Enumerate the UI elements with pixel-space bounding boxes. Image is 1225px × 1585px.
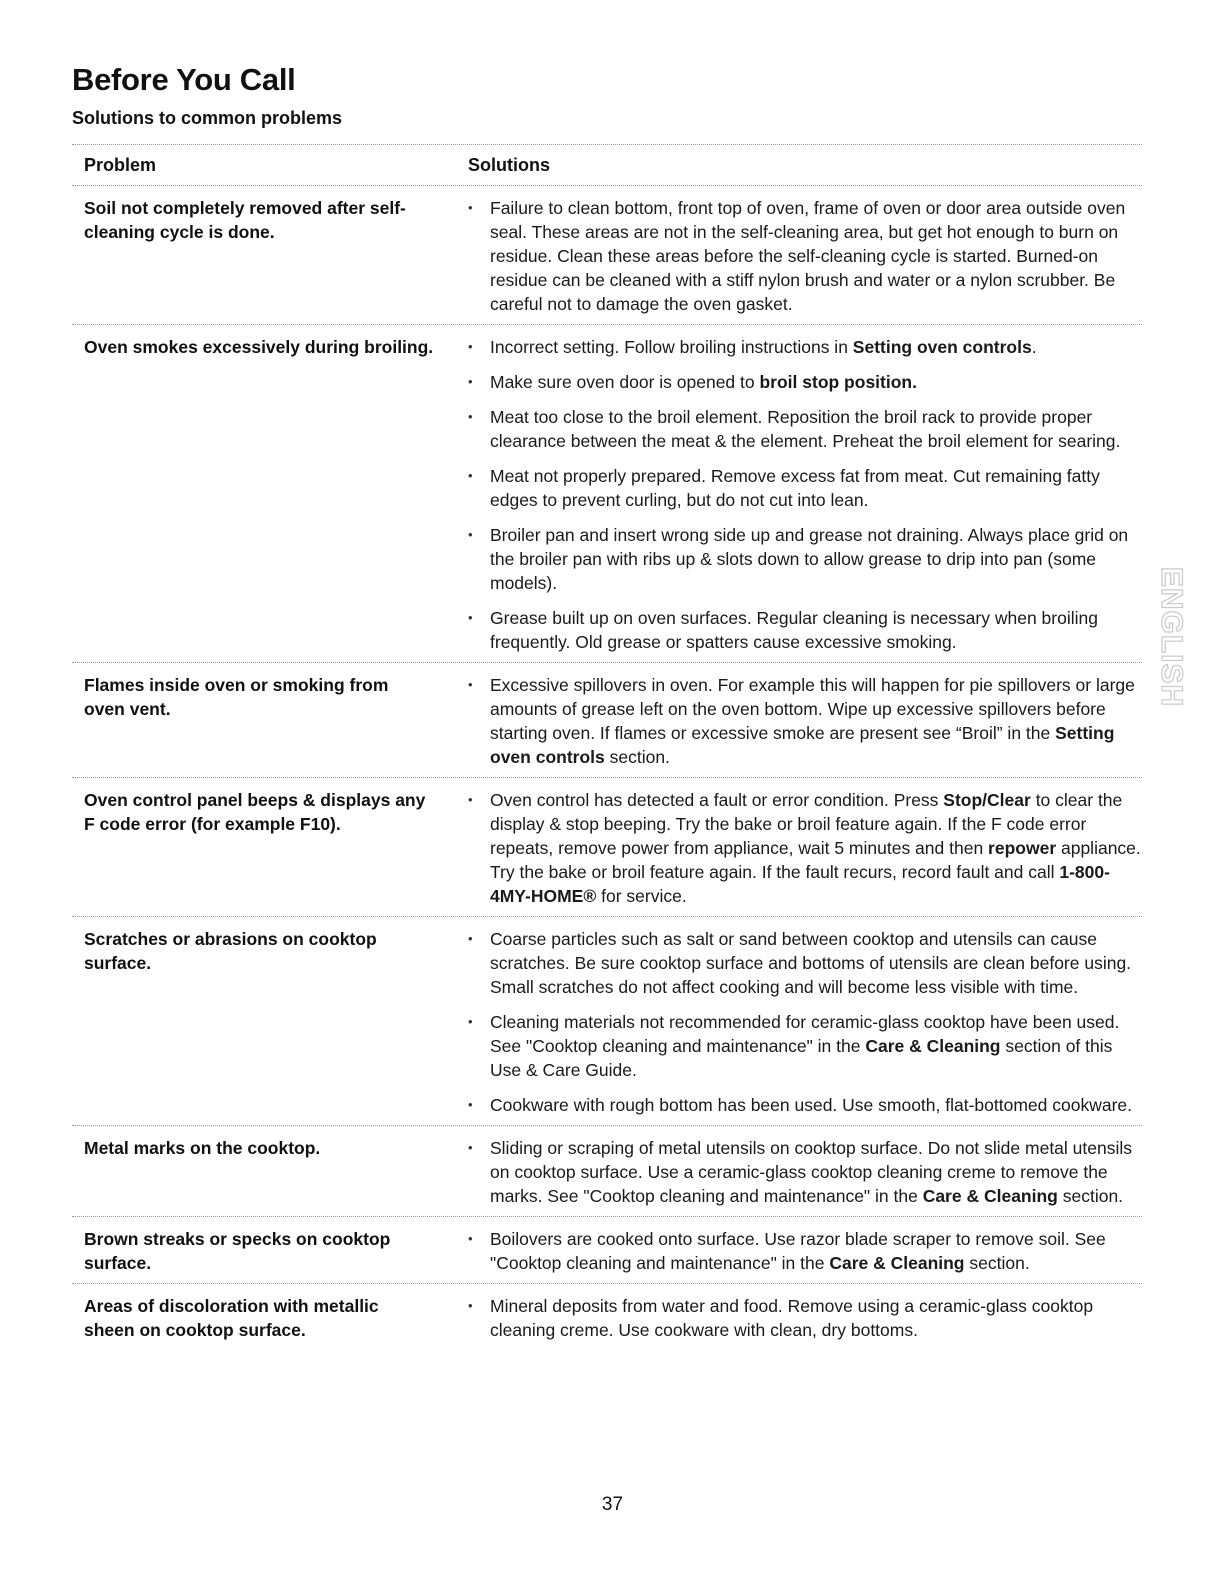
bullet-icon: •	[468, 1231, 473, 1246]
solution-item	[454, 335, 1142, 359]
table-row	[72, 186, 1142, 325]
solution-emphasis: Care & Cleaning	[829, 1253, 965, 1273]
solution-text: Grease built up on oven surfaces. Regular cleaning is necessary when broiling frequently. Old grease or spatters cause excessive smoking.	[490, 608, 1098, 652]
bullet-icon: •	[468, 1097, 473, 1112]
bullet-icon: •	[468, 409, 473, 424]
solution-text: Sliding or scraping of metal utensils on cooktop surface. Do not slide metal utensils on cooktop surface. Use a ceramic-glass cooktop cleaning creme to remove the marks. See "Cooktop cleaning and maintenance" in the	[490, 1138, 1132, 1206]
solution-text: Mineral deposits from water and food. Remove using a ceramic-glass cooktop cleaning creme. Use cookware with clean, dry bottoms.	[490, 1296, 1094, 1340]
bullet-icon: •	[468, 610, 473, 625]
table-body	[72, 186, 1142, 1350]
solution-emphasis: Stop/Clear	[943, 790, 1031, 810]
solutions-cell	[454, 1227, 1142, 1275]
solution-text: Meat not properly prepared. Remove excess fat from meat. Cut remaining fatty edges to prevent curling, but do not cut into lean.	[490, 466, 1100, 510]
solution-text: Failure to clean bottom, front top of oven, frame of oven or door area outside oven seal. These areas are not in the self-cleaning area, but get hot enough to burn on residue. Clean these areas before the self-cleaning cycle is started. Burned-on residue can be cleaned with a stiff nylon brush and water or a nylon scrubber. Be careful not to damage the oven gasket.	[490, 198, 1126, 314]
language-side-tab-label: ENGLISH	[1155, 566, 1189, 708]
solution-item	[454, 1294, 1142, 1342]
solution-text: Oven control has detected a fault or error condition. Press	[490, 790, 944, 810]
problem-cell: Flames inside oven or smoking from oven vent.	[84, 675, 389, 719]
solutions-cell	[454, 335, 1142, 654]
solution-item	[454, 1010, 1142, 1082]
solution-emphasis: Care & Cleaning	[865, 1036, 1001, 1056]
table-row	[72, 325, 1142, 663]
table-row	[72, 917, 1142, 1126]
solution-item	[454, 788, 1142, 908]
bullet-icon: •	[468, 677, 473, 692]
page-number: 37	[601, 1494, 624, 1515]
header-solutions: Solutions	[468, 154, 550, 175]
solution-emphasis: Setting oven controls	[490, 723, 1115, 767]
problem-cell: Brown streaks or specks on cooktop surface.	[84, 1229, 391, 1273]
bullet-icon: •	[468, 374, 473, 389]
problem-cell: Metal marks on the cooktop.	[84, 1138, 321, 1158]
solution-emphasis: 1-800-4MY-HOME®	[490, 862, 1110, 906]
solutions-cell	[454, 788, 1142, 908]
solution-text: section.	[964, 1253, 1030, 1273]
solution-item	[454, 405, 1142, 453]
bullet-icon: •	[468, 200, 473, 215]
problem-cell: Scratches or abrasions on cooktop surface.	[84, 929, 377, 973]
solution-text: Broiler pan and insert wrong side up and grease not draining. Always place grid on the broiler pan with ribs up & slots down to allow grease to drip into pan (some models).	[490, 525, 1129, 593]
solution-emphasis: broil stop position.	[759, 372, 917, 392]
language-side-tab	[1152, 566, 1190, 708]
solution-text: Cleaning materials not recommended for ceramic-glass cooktop have been used. See "Cooktop cleaning and maintenance" in the	[490, 1012, 1120, 1056]
solution-item	[454, 196, 1142, 316]
bullet-icon: •	[468, 339, 473, 354]
problem-cell: Areas of discoloration with metallic sheen on cooktop surface.	[84, 1296, 379, 1340]
solution-emphasis: Care & Cleaning	[922, 1186, 1058, 1206]
solution-text: section.	[1057, 1186, 1124, 1206]
problem-cell: Oven control panel beeps & displays any F code error (for example F10).	[84, 790, 426, 834]
solution-text: Excessive spillovers in oven. For example this will happen for pie spillovers or large amounts of grease left on the oven bottom. Wipe up excessive spillovers before starting oven. If flames or excessive smoke are present see “Broil” in the	[490, 675, 1135, 743]
solution-text: Meat too close to the broil element. Reposition the broil rack to provide proper clearance between the meat & the element. Preheat the broil element for searing.	[490, 407, 1121, 451]
solutions-cell	[454, 1136, 1142, 1208]
solution-emphasis: Setting oven controls	[852, 337, 1032, 357]
problem-cell: Oven smokes excessively during broiling.	[84, 337, 434, 357]
solution-text: section of this Use & Care Guide.	[490, 1036, 1113, 1080]
page-title: Before You Call	[72, 62, 296, 97]
solution-item	[454, 464, 1142, 512]
table-row	[72, 778, 1142, 917]
solutions-cell	[454, 1294, 1142, 1342]
solution-text: Make sure oven door is opened to	[490, 372, 760, 392]
table-row	[72, 663, 1142, 778]
bullet-icon: •	[468, 931, 473, 946]
solution-text: Coarse particles such as salt or sand between cooktop and utensils can cause scratches. Be sure cooktop surface and bottoms of utensils are clean before using. Small scratches do not affect cooking and will become less visible with time.	[490, 929, 1132, 997]
solution-text: section.	[604, 747, 670, 767]
solution-emphasis: repower	[988, 838, 1057, 858]
solution-text: Incorrect setting. Follow broiling instructions in	[490, 337, 853, 357]
solution-item	[454, 523, 1142, 595]
solution-text: for service.	[596, 886, 687, 906]
table-header	[72, 144, 1142, 186]
bullet-icon: •	[468, 468, 473, 483]
solution-text: appliance. Try the bake or broil feature again. If the fault recurs, record fault and call	[490, 838, 1141, 882]
troubleshooting-table	[72, 144, 1142, 1350]
bullet-icon: •	[468, 1298, 473, 1313]
table-row	[72, 1126, 1142, 1217]
solution-item	[454, 1227, 1142, 1275]
solution-item	[454, 927, 1142, 999]
bullet-icon: •	[468, 527, 473, 542]
solution-item	[454, 1136, 1142, 1208]
problem-cell: Soil not completely removed after self-cleaning cycle is done.	[84, 198, 406, 242]
solution-item	[454, 673, 1142, 769]
solutions-cell	[454, 196, 1142, 316]
solution-text: to clear the display & stop beeping. Try the bake or broil feature again. If the F code error repeats, remove power from appliance, wait 5 minutes and then	[490, 790, 1123, 858]
header-problem: Problem	[84, 154, 157, 175]
solution-item	[454, 606, 1142, 654]
solutions-cell	[454, 927, 1142, 1117]
solution-item	[454, 1093, 1142, 1117]
bullet-icon: •	[468, 1014, 473, 1029]
page-subtitle: Solutions to common problems	[72, 108, 343, 128]
bullet-icon: •	[468, 792, 473, 807]
table-row	[72, 1217, 1142, 1284]
solution-text: Boilovers are cooked onto surface. Use razor blade scraper to remove soil. See "Cooktop cleaning and maintenance" in the	[490, 1229, 1106, 1273]
solution-item	[454, 370, 1142, 394]
table-row	[72, 1284, 1142, 1350]
bullet-icon: •	[468, 1140, 473, 1155]
solution-text: .	[1031, 337, 1037, 357]
solution-text: Cookware with rough bottom has been used. Use smooth, flat-bottomed cookware.	[490, 1095, 1133, 1115]
solutions-cell	[454, 673, 1142, 769]
